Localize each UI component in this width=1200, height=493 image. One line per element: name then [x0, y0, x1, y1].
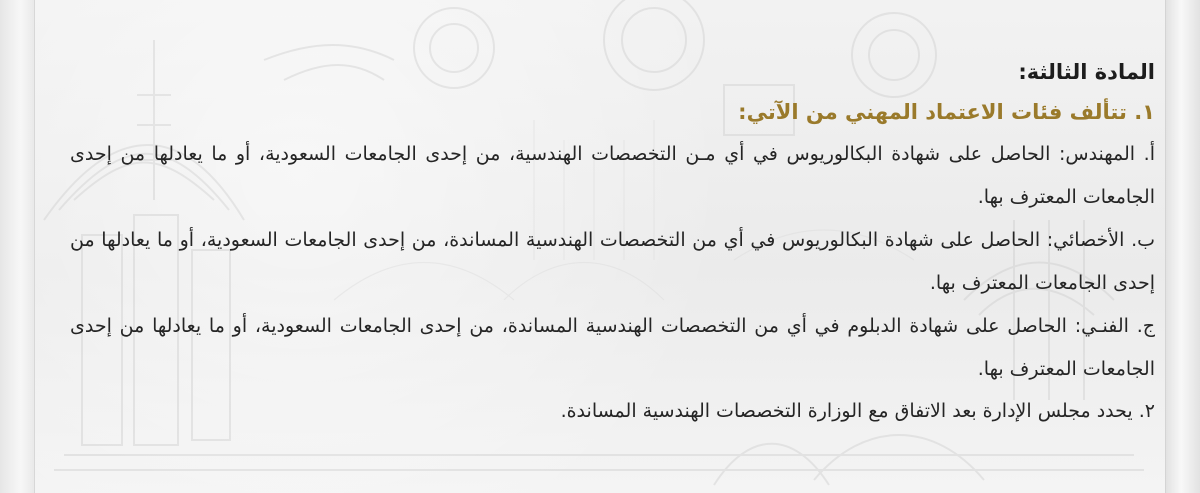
item-a: أ. المهندس: الحاصل على شهادة البكالوريوس في أي مـن التخصصات الهندسية، من إحدى الجامعات السعودية، أو ما يعادلها من إحدى الجامعات المعترف بها.: [70, 143, 1155, 208]
right-page-edge: [1165, 0, 1200, 493]
left-page-edge: [0, 0, 35, 493]
article-title: المادة الثالثة:: [1018, 60, 1155, 84]
section-1-title: ١. تتألف فئات الاعتماد المهني من الآتي:: [738, 100, 1155, 124]
item-b: ب. الأخصائي: الحاصل على شهادة البكالوريوس في أي من التخصصات الهندسية المساندة، من إحدى الجامعات السعودية، أو ما يعادلها من إحدى الجامعات المعترف بها.: [70, 229, 1155, 294]
document-content: [70, 52, 1155, 431]
section-2-text: ٢. يحدد مجلس الإدارة بعد الاتفاق مع الوزارة التخصصات الهندسية المساندة.: [560, 400, 1155, 422]
item-c: ج. الفنـي: الحاصل على شهادة الدبلوم في أي من التخصصات الهندسية المساندة، من إحدى الجامعات السعودية، أو ما يعادلها من إحدى الجامعات المعترف بها.: [70, 315, 1155, 380]
